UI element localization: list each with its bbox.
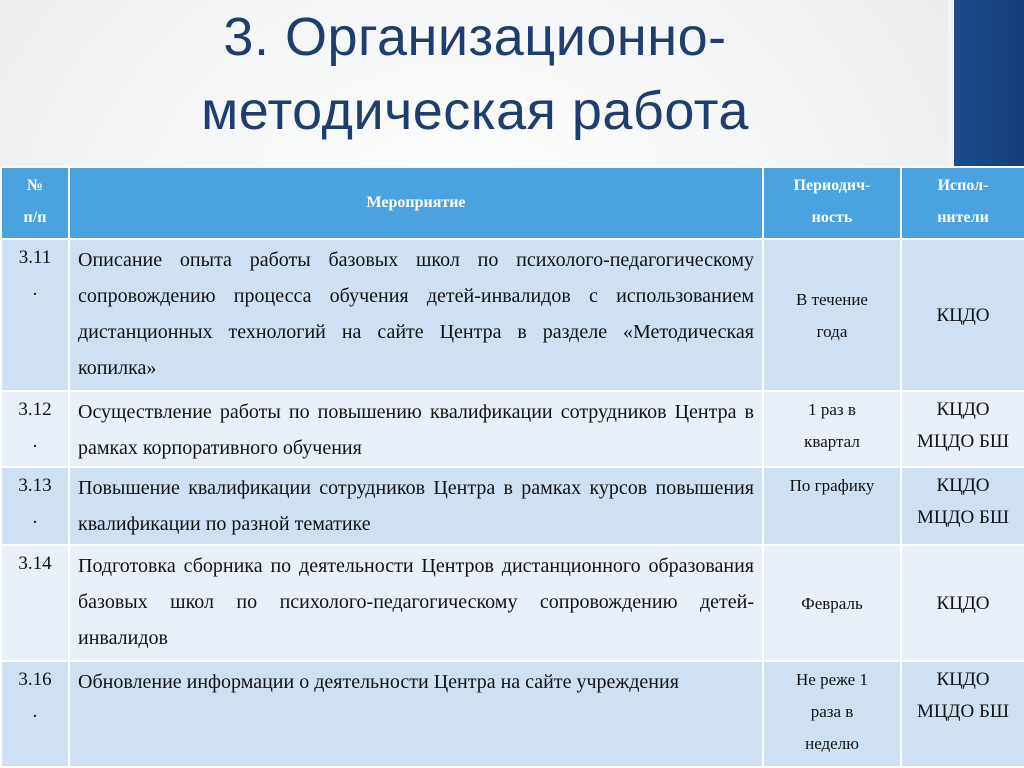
row-event: Обновление информации о деятельности Центра на сайте учреждения [69,661,763,767]
header-event: Мероприятие [69,167,763,239]
row-executors: КЦДО [901,545,1024,661]
table-row [1,239,1024,391]
table-row [1,545,1024,661]
row-periodicity: Февраль [763,545,901,661]
table-row [1,661,1024,767]
slide-title-line-2: методическая работа [201,81,749,141]
row-periodicity: В течение года [763,239,901,391]
plan-table-container [0,166,1024,768]
table-row [1,391,1024,467]
slide-title-line-1: 3. Организационно- [223,7,727,67]
row-number: 3.13 . [1,467,69,545]
slide-title [80,0,870,148]
row-periodicity: 1 раз в квартал [763,391,901,467]
row-number: 3.11 . [1,239,69,391]
row-executors: КЦДО МЦДО БШ [901,661,1024,767]
header-periodicity: Периодич- ность [763,167,901,239]
table-header-row [1,167,1024,239]
header-executors: Испол- нители [901,167,1024,239]
row-periodicity: По графику [763,467,901,545]
row-executors: КЦДО МЦДО БШ [901,391,1024,467]
row-event: Описание опыта работы базовых школ по психолого-педагогическому сопровождению процесса обучения детей-инвалидов с использованием дистанционных технологий на сайте Центра в разделе «Методическая копилка» [69,239,763,391]
table-row [1,467,1024,545]
row-number: 3.16 . [1,661,69,767]
plan-table [0,166,1024,768]
row-periodicity: Не реже 1 раза в неделю [763,661,901,767]
header-number: № п/п [1,167,69,239]
row-number: 3.12 . [1,391,69,467]
row-event: Осуществление работы по повышению квалификации сотрудников Центра в рамках корпоративного обучения [69,391,763,467]
row-event: Повышение квалификации сотрудников Центра в рамках курсов повышения квалификации по разной тематике [69,467,763,545]
row-executors: КЦДО [901,239,1024,391]
row-executors: КЦДО МЦДО БШ [901,467,1024,545]
row-event: Подготовка сборника по деятельности Центров дистанционного образования базовых школ по психолого-педагогическому сопровождению детей-инвалидов [69,545,763,661]
row-number: 3.14 [1,545,69,661]
